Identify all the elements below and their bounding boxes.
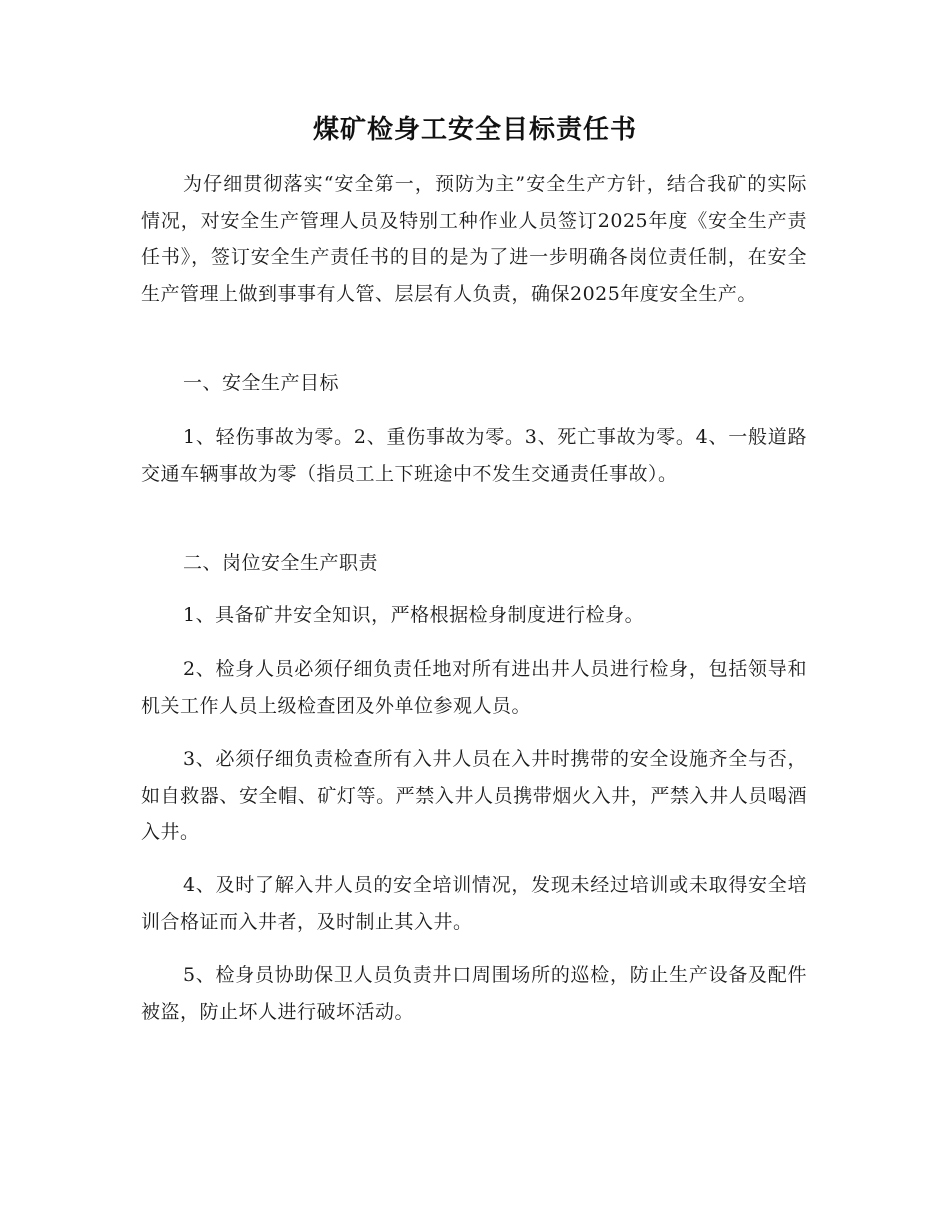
section-heading-duties: 二、岗位安全生产职责 bbox=[183, 552, 379, 574]
duty-item-5: 5、检身员协助保卫人员负责井口周围场所的巡检，防止生产设备及配件被盗，防止坏人进行破坏活动。 bbox=[141, 964, 807, 1023]
duty-item-4: 4、及时了解入井人员的安全培训情况，发现未经过培训或未取得安全培训合格证而入井者，及时制止其入井。 bbox=[141, 874, 807, 933]
goals-paragraph: 1、轻伤事故为零。2、重伤事故为零。3、死亡事故为零。4、一般道路交通车辆事故为零（指员工上下班途中不发生交通责任事故）。 bbox=[141, 426, 807, 485]
duty-item-2: 2、检身人员必须仔细负责任地对所有进出井人员进行检身，包括领导和机关工作人员上级检查团及外单位参观人员。 bbox=[141, 658, 807, 717]
duty-item-3: 3、必须仔细负责检查所有入井人员在入井时携带的安全设施齐全与否，如自救器、安全帽、矿灯等。严禁入井人员携带烟火入井，严禁入井人员喝酒入井。 bbox=[141, 748, 807, 843]
duty-item-1: 1、具备矿井安全知识，严格根据检身制度进行检身。 bbox=[183, 604, 645, 626]
intro-paragraph: 为仔细贯彻落实“安全第一，预防为主”安全生产方针，结合我矿的实际情况，对安全生产管理人员及特别工种作业人员签订2025年度《安全生产责任书》，签订安全生产责任书的目的是为了进一步明确各岗位责任制，在安全生产管理上做到事事有人管、层层有人负责，确保2025年度安全生产。 bbox=[141, 173, 807, 305]
section-heading-goals: 一、安全生产目标 bbox=[183, 372, 340, 394]
document-title: 煤矿检身工安全目标责任书 bbox=[312, 115, 637, 145]
